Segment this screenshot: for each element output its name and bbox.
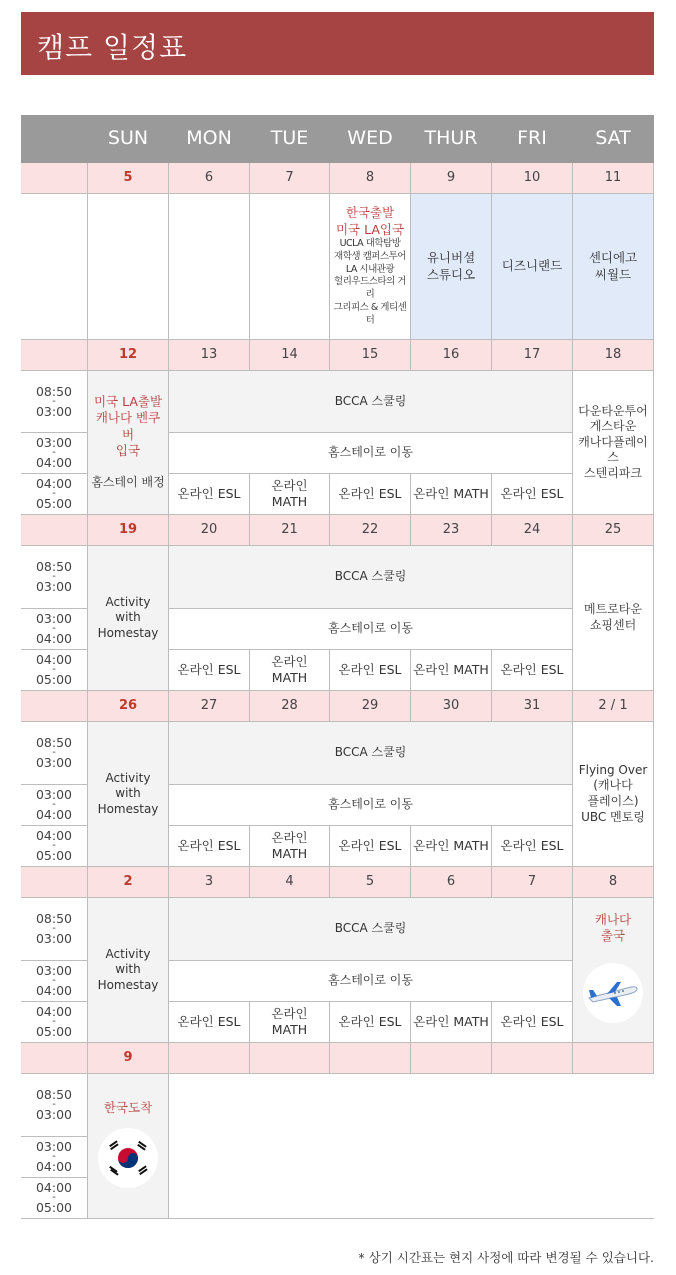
text: 08:50: [35, 1087, 73, 1103]
text: 홈스테이 배정: [91, 475, 165, 490]
date-row-label: [21, 867, 88, 898]
text: 03:00: [35, 963, 73, 979]
text: -: [52, 1016, 56, 1027]
text: 04:00: [35, 455, 73, 470]
text: -: [52, 975, 56, 986]
text: 08:50: [35, 383, 73, 399]
date-cell: 8: [573, 867, 654, 898]
date-cell: [330, 1043, 411, 1074]
text: 04:00: [35, 631, 73, 646]
date-row-label: [21, 163, 88, 194]
sat-event-cell: [573, 722, 654, 867]
date-cell: 9: [88, 1043, 169, 1074]
date-cell: 7: [250, 163, 330, 194]
text: 03:00: [35, 787, 73, 803]
text: -: [52, 395, 56, 407]
date-cell: 15: [330, 340, 411, 371]
date-cell: 19: [88, 515, 169, 546]
text: 08:50: [35, 559, 73, 575]
online-math-cell: 온라인 MATH: [250, 474, 330, 515]
text: -: [52, 1099, 56, 1110]
wed-event-cell: [330, 194, 411, 340]
time-slot: [21, 474, 88, 515]
date-row-label: [21, 340, 88, 371]
text: -: [52, 1151, 56, 1162]
date-cell: 6: [411, 867, 492, 898]
day-header: MON: [169, 115, 250, 163]
online-esl-cell: 온라인 ESL: [330, 650, 411, 691]
text-line: 헐리우드스타의 거리: [334, 276, 406, 301]
text: 03:00: [35, 1139, 73, 1155]
text-line: 캐나다: [594, 912, 632, 927]
text-line: 캐나다플레이스: [578, 434, 648, 465]
text-line: 유니버셜: [426, 250, 476, 266]
text-line: 한국출발: [345, 205, 395, 221]
text-line: Flying Over: [578, 762, 648, 777]
text: 05:00: [35, 672, 73, 687]
text-line: Homestay: [97, 977, 159, 992]
text: -: [52, 447, 56, 458]
date-cell: 30: [411, 691, 492, 722]
text: 03:00: [35, 403, 73, 419]
date-cell: 28: [250, 691, 330, 722]
schooling-block: BCCA 스쿨링: [169, 722, 573, 785]
schooling-block: BCCA 스쿨링: [169, 546, 573, 609]
text-line: 그리피스 & 게티센터: [333, 301, 407, 326]
date-cell: 14: [250, 340, 330, 371]
date-cell: 11: [573, 163, 654, 194]
online-math-cell: 온라인 MATH: [411, 1002, 492, 1043]
online-esl-cell: 온라인 ESL: [169, 474, 250, 515]
date-row-label: [21, 1043, 88, 1074]
text-line: 씨월드: [594, 266, 632, 282]
text: -: [52, 840, 56, 851]
sun-activity-cell: [88, 546, 169, 691]
online-math-cell: 온라인 MATH: [250, 1002, 330, 1043]
online-esl-cell: 온라인 ESL: [169, 650, 250, 691]
day-header: WED: [330, 115, 411, 163]
text: 03:00: [35, 435, 73, 451]
text: 04:00: [35, 1159, 73, 1174]
online-math-cell: 온라인 MATH: [250, 650, 330, 691]
date-cell: [169, 1043, 250, 1074]
text: 04:00: [35, 807, 73, 822]
date-cell: 8: [330, 163, 411, 194]
text-line: with: [115, 962, 141, 977]
sat-event-cell: [573, 546, 654, 691]
date-cell: 23: [411, 515, 492, 546]
footnote: * 상기 시간표는 현지 사정에 따라 변경될 수 있습니다.: [358, 1250, 654, 1265]
text-line: Activity: [105, 946, 151, 961]
online-esl-cell: 온라인 ESL: [169, 1002, 250, 1043]
online-esl-cell: 온라인 ESL: [492, 650, 573, 691]
text-line: 메트로타운: [584, 602, 642, 617]
korea-arrival-cell: [88, 1074, 169, 1219]
text: 03:00: [35, 611, 73, 627]
online-esl-cell: 온라인 ESL: [169, 826, 250, 867]
sun-activity-cell: [88, 722, 169, 867]
text: 08:50: [35, 735, 73, 751]
text: 04:00: [35, 476, 73, 492]
text: -: [52, 923, 56, 934]
date-cell: 6: [169, 163, 250, 194]
time-slot: [21, 722, 88, 785]
text-line: (캐나다: [593, 778, 633, 793]
online-math-cell: 온라인 MATH: [411, 826, 492, 867]
online-esl-cell: 온라인 ESL: [330, 1002, 411, 1043]
text-line: 스텐리파크: [584, 465, 642, 480]
text: 04:00: [35, 1004, 73, 1020]
text-line: 한국도착: [103, 1100, 153, 1115]
empty-cell: [169, 194, 250, 340]
date-cell: 2: [88, 867, 169, 898]
date-cell: 10: [492, 163, 573, 194]
fri-event-cell: [492, 194, 573, 340]
empty-cell: [88, 194, 169, 340]
text-line: 미국 LA입국: [335, 221, 405, 237]
online-math-cell: 온라인 MATH: [411, 650, 492, 691]
date-cell: 16: [411, 340, 492, 371]
text-line: LA 시내관광: [345, 263, 395, 275]
time-slot: [21, 609, 88, 650]
time-slot: [21, 1002, 88, 1043]
time-slot: [21, 433, 88, 474]
date-cell: 22: [330, 515, 411, 546]
text-line: 입국: [115, 442, 141, 458]
text: 04:00: [35, 828, 73, 844]
text-line: UCLA 대학탐방: [339, 237, 401, 249]
text-line: 캐나다 벤쿠버: [95, 410, 161, 442]
date-cell: 20: [169, 515, 250, 546]
online-math-cell: 온라인 MATH: [411, 474, 492, 515]
homestay-move-block: 홈스테이로 이동: [169, 961, 573, 1002]
date-cell: [573, 1043, 654, 1074]
date-cell: [492, 1043, 573, 1074]
date-cell: 17: [492, 340, 573, 371]
schooling-block: BCCA 스쿨링: [169, 371, 573, 433]
online-math-cell: 온라인 MATH: [250, 826, 330, 867]
online-esl-cell: 온라인 ESL: [492, 826, 573, 867]
thu-event-cell: [411, 194, 492, 340]
day-header: SAT: [573, 115, 654, 163]
homestay-move-block: 홈스테이로 이동: [169, 433, 573, 474]
day-header: SUN: [88, 115, 169, 163]
day-header: TUE: [250, 115, 330, 163]
date-cell: 27: [169, 691, 250, 722]
text-line: with: [115, 786, 141, 801]
text-line: 스튜디오: [426, 266, 476, 282]
time-slot: [21, 1137, 88, 1178]
date-cell: [411, 1043, 492, 1074]
time-slot: [21, 546, 88, 609]
date-cell: 7: [492, 867, 573, 898]
date-cell: 12: [88, 340, 169, 371]
time-slot: [21, 1178, 88, 1219]
online-esl-cell: 온라인 ESL: [330, 474, 411, 515]
date-cell: 4: [250, 867, 330, 898]
schooling-block: BCCA 스쿨링: [169, 898, 573, 961]
text: -: [52, 571, 56, 582]
date-cell: 9: [411, 163, 492, 194]
text: 05:00: [35, 1200, 73, 1215]
text: 08:50: [35, 911, 73, 927]
time-slot: [21, 826, 88, 867]
text: -: [52, 488, 56, 499]
text-line: 미국 LA출발: [93, 394, 163, 410]
date-cell: 3: [169, 867, 250, 898]
sat-departure-cell: [573, 898, 654, 1043]
sun-event-cell: [88, 371, 169, 515]
text-line: 출국: [600, 928, 626, 944]
text: -: [52, 623, 56, 634]
text: -: [52, 664, 56, 675]
date-cell: 5: [330, 867, 411, 898]
date-cell: 21: [250, 515, 330, 546]
text: 05:00: [35, 496, 73, 511]
text: 03:00: [35, 1107, 73, 1122]
empty-area: [169, 1074, 654, 1219]
homestay-move-block: 홈스테이로 이동: [169, 785, 573, 826]
date-cell: [250, 1043, 330, 1074]
text-line: UBC 멘토링: [581, 809, 645, 824]
online-esl-cell: 온라인 ESL: [492, 1002, 573, 1043]
date-cell: 2 / 1: [573, 691, 654, 722]
date-row-label: [21, 691, 88, 722]
text-line: 다운타운투어: [578, 403, 648, 418]
text-line: Homestay: [97, 625, 159, 640]
date-cell: 5: [88, 163, 169, 194]
text-line: 쇼핑센터: [589, 618, 637, 632]
date-cell: 25: [573, 515, 654, 546]
empty-cell: [250, 194, 330, 340]
text: 05:00: [35, 1024, 73, 1039]
text-line: 플레이스): [587, 794, 639, 808]
text: 04:00: [35, 983, 73, 998]
text: -: [52, 799, 56, 810]
text: 03:00: [35, 755, 73, 770]
text: 03:00: [35, 579, 73, 594]
text: 04:00: [35, 1180, 73, 1196]
text-line: Homestay: [97, 801, 159, 816]
online-esl-cell: 온라인 ESL: [492, 474, 573, 515]
date-cell: 13: [169, 340, 250, 371]
text: 03:00: [35, 931, 73, 946]
date-cell: 31: [492, 691, 573, 722]
text-line: with: [115, 610, 141, 625]
airplane-icon: [583, 963, 643, 1023]
empty-cell: [21, 194, 88, 340]
text-line: 센디에고: [588, 250, 638, 266]
text-line: 재학생 캠퍼스투어: [334, 250, 406, 262]
online-esl-cell: 온라인 ESL: [330, 826, 411, 867]
sun-activity-cell: [88, 898, 169, 1043]
text: 05:00: [35, 848, 73, 863]
date-row-label: [21, 515, 88, 546]
sat-event-cell: [573, 194, 654, 340]
date-cell: 26: [88, 691, 169, 722]
date-cell: 18: [573, 340, 654, 371]
text: -: [52, 1192, 56, 1203]
page-title: 캠프 일정표: [37, 31, 188, 64]
time-slot: [21, 650, 88, 691]
time-slot: [21, 898, 88, 961]
sat-event-cell: [573, 371, 654, 515]
text-line: 디즈니랜드: [501, 258, 563, 274]
text: -: [52, 747, 56, 758]
korea-flag-icon: [98, 1128, 158, 1188]
text: 04:00: [35, 652, 73, 668]
text-line: Activity: [105, 594, 151, 609]
homestay-move-block: 홈스테이로 이동: [169, 609, 573, 650]
time-slot: [21, 1074, 88, 1137]
text-line: Activity: [105, 770, 151, 785]
text-line: 게스타운: [589, 419, 637, 434]
day-header: FRI: [492, 115, 573, 163]
time-slot: [21, 371, 88, 433]
time-slot: [21, 961, 88, 1002]
date-cell: 29: [330, 691, 411, 722]
header-corner: [21, 115, 88, 163]
day-header: THUR: [411, 115, 492, 163]
time-slot: [21, 785, 88, 826]
date-cell: 24: [492, 515, 573, 546]
